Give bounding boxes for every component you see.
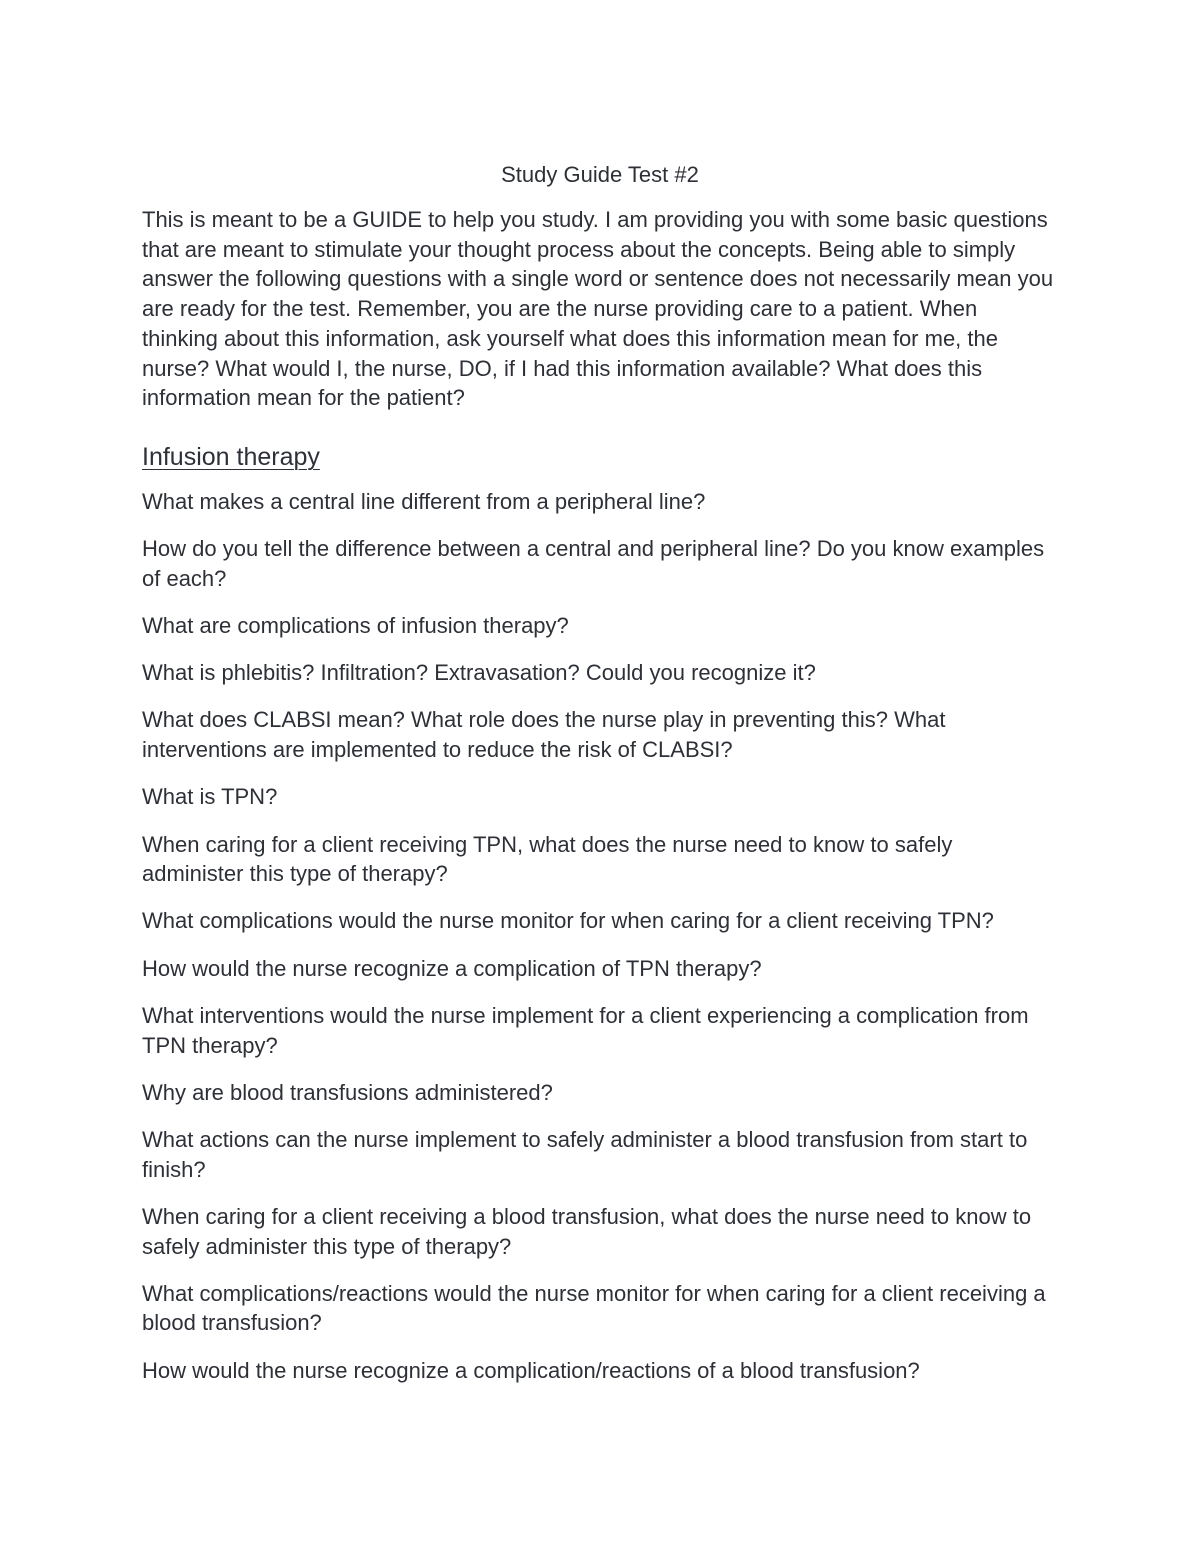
section-heading: Infusion therapy bbox=[142, 442, 320, 471]
question-item: How do you tell the difference between a central and peripheral line? Do you know examples of each? bbox=[142, 536, 1045, 591]
question-item: How would the nurse recognize a complication/reactions of a blood transfusion? bbox=[142, 1357, 920, 1383]
document-body bbox=[142, 205, 1057, 1403]
question-item: What actions can the nurse implement to safely administer a blood transfusion from start to finish? bbox=[142, 1126, 1028, 1182]
question-item: Why are blood transfusions administered? bbox=[142, 1079, 553, 1105]
question-item: What is phlebitis? Infiltration? Extravasation? Could you recognize it? bbox=[142, 660, 816, 686]
intro-paragraph: This is meant to be a GUIDE to help you study. I am providing you with some basic questions that are meant to stimulate your thought process about the concepts. Being able to simply answer the following questions with a single word or sentence does not necessarily mean you are ready for the test. Remember, you are the nurse providing care to a patient. When thinking about this information, ask yourself what does this information mean for me, the nurse? What would I, the nurse, DO, if I had this information available? What does this information mean for the patient? bbox=[142, 207, 1054, 411]
question-item: What does CLABSI mean? What role does the nurse play in preventing this? What interventions are implemented to reduce the risk of CLABSI? bbox=[142, 707, 946, 763]
question-item: How would the nurse recognize a complication of TPN therapy? bbox=[142, 955, 762, 981]
question-list bbox=[142, 487, 1057, 1385]
question-item: When caring for a client receiving a blood transfusion, what does the nurse need to know to safely administer this type of therapy? bbox=[142, 1203, 1032, 1259]
question-item: What complications/reactions would the nurse monitor for when caring for a client receiving a blood transfusion? bbox=[142, 1280, 1046, 1336]
question-item: What are complications of infusion therapy? bbox=[142, 613, 569, 639]
question-item: When caring for a client receiving TPN, what does the nurse need to know to safely administer this type of therapy? bbox=[142, 831, 953, 887]
question-item: What is TPN? bbox=[142, 784, 278, 810]
question-item: What makes a central line different from a peripheral line? bbox=[142, 488, 706, 514]
question-item: What interventions would the nurse implement for a client experiencing a complication from TPN therapy? bbox=[142, 1002, 1029, 1058]
question-item: What complications would the nurse monitor for when caring for a client receiving TPN? bbox=[142, 908, 994, 934]
document-title: Study Guide Test #2 bbox=[501, 162, 699, 187]
